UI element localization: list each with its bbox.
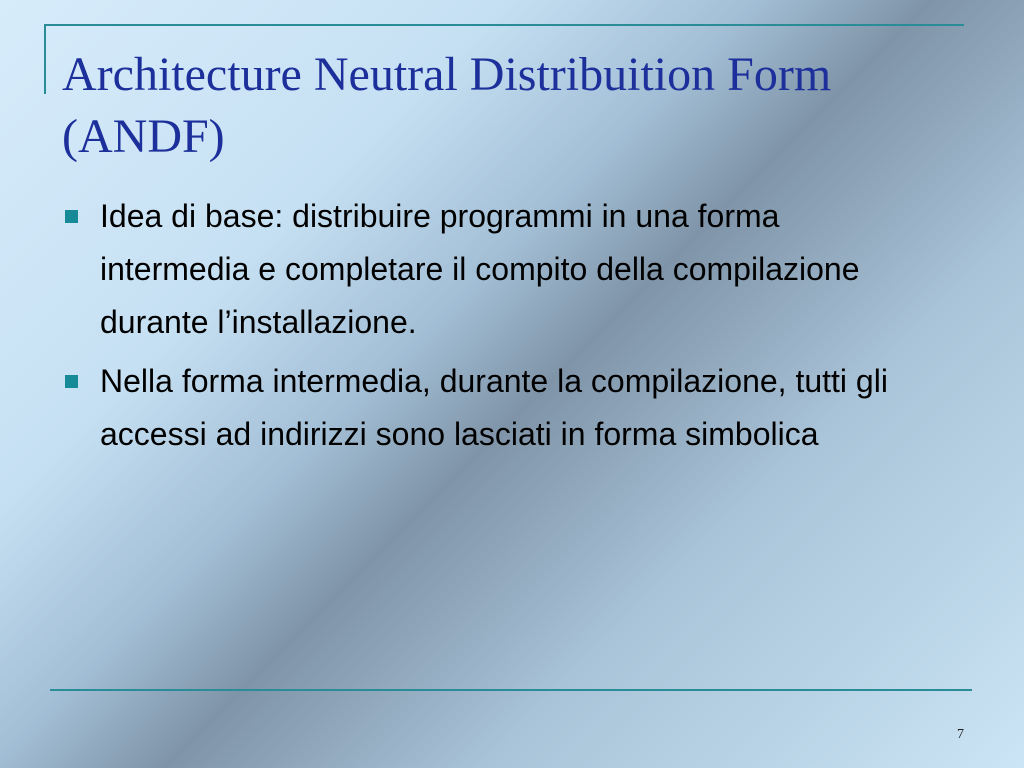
bullet-text: Idea di base: distribuire programmi in una forma intermedia e completare il compito della compilazione durante l’installazione. (100, 198, 860, 340)
bullet-text: Nella forma intermedia, durante la compilazione, tutti gli accessi ad indirizzi sono lasciati in forma simbolica (100, 363, 888, 452)
slide-title: Architecture Neutral Distribuition Form (ANDF) (62, 48, 832, 163)
bottom-rule (50, 689, 972, 691)
top-rule (44, 24, 964, 26)
square-bullet-icon (65, 375, 78, 388)
left-rule (44, 24, 46, 94)
bullet-list (62, 190, 922, 467)
page-number: 7 (957, 727, 964, 742)
bullet-item (62, 190, 922, 349)
bullet-item (62, 355, 922, 461)
square-bullet-icon (65, 210, 78, 223)
